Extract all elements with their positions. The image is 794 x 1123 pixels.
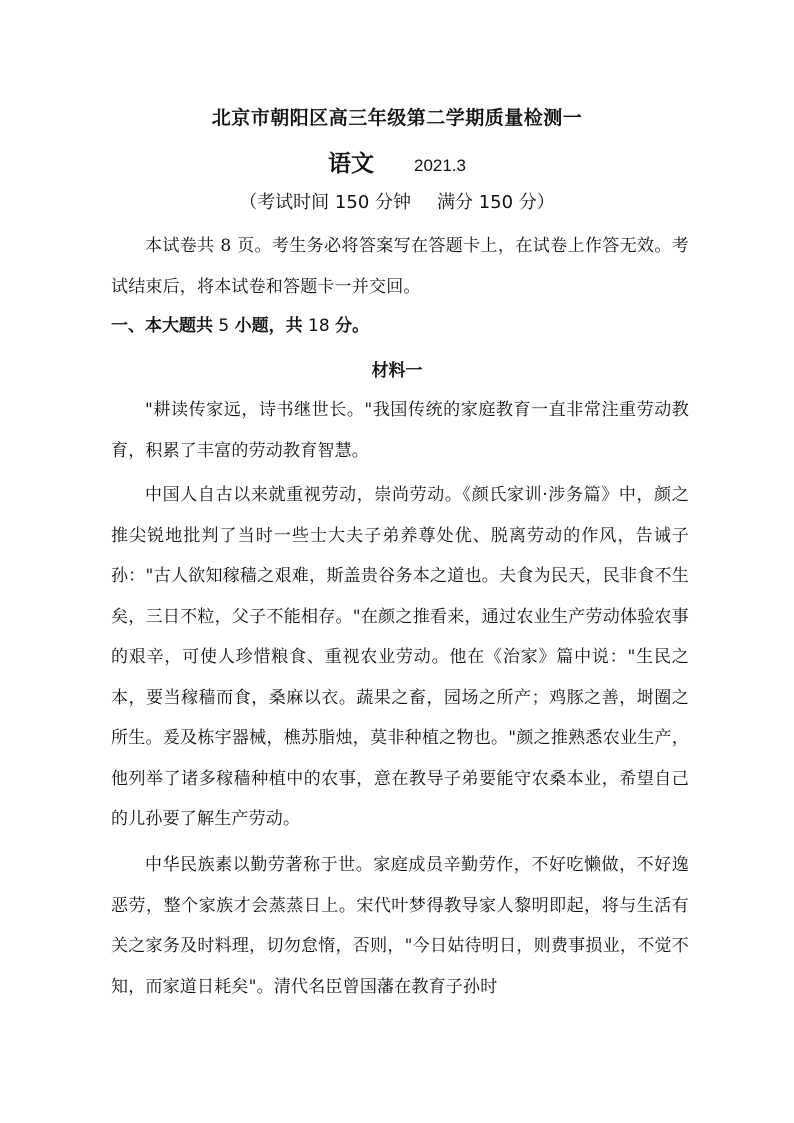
material-paragraph-2 [111, 475, 689, 840]
paragraph-text: "耕读传家远，诗书继世长。"我国传统的家庭教育一直非常注重劳动教育，积累了丰富的劳动教育智慧。 [111, 400, 689, 461]
paragraph-text: 中国人自古以来就重视劳动，崇尚劳动。《颜氏家训·涉务篇》中，颜之推尖锐地批判了当时一些士大夫子弟养尊处优、脱离劳动的作风，告诫子孙："古人欲知稼穑之艰难，斯盖贵谷务本之道也。夫食为民天，民非食不生矣，三日不粒，父子不能相存。"在颜之推看来，通过农业生产劳动体验农事的艰辛，可使人珍惜粮食、重视农业劳动。他在《治家》篇中说："生民之本，要当稼穑而食，桑麻以衣。蔬果之畜，园场之所产；鸡豚之善，埘圈之所生。爰及栋宇器械，樵苏脂烛，莫非种植之物也。"颜之推熟悉农业生产，他列举了诸多稼穑种植中的农事，意在教导子弟要能守农桑本业，希望自己的儿孙要了解生产劳动。 [111, 485, 689, 829]
instructions [111, 226, 689, 307]
exam-info [0, 188, 794, 214]
material-paragraph-3 [111, 845, 689, 1007]
section-title-part3: 分。 [335, 316, 370, 336]
exam-time: （考试时间 150 分钟 [239, 192, 411, 213]
section-title-part2: 小题，共 [234, 316, 303, 336]
paragraph-text: 中华民族素以勤劳著称于世。家庭成员辛勤劳作，不好吃懒做，不好逸恶劳，整个家族才会蒸蒸日上。宋代叶梦得教导家人黎明即起，将与生活有关之家务及时料理，切勿怠惰，否则，"今日姑待明日，则费事损业，不觉不知，而家道日耗矣"。清代名臣曾国藩在教育子孙时 [111, 855, 689, 997]
section-number: 一、 [111, 316, 145, 336]
section-points: 18 [302, 316, 336, 336]
subject-line [0, 145, 794, 178]
section-question-count: 5 [213, 316, 235, 336]
full-score: 满分 150 分） [437, 192, 555, 213]
material-paragraph-1 [111, 390, 689, 471]
exam-date: 2021.3 [414, 156, 466, 175]
exam-title: 北京市朝阳区高三年级第二学期质量检测一 [211, 107, 583, 129]
material-title: 材料一 [371, 361, 423, 381]
subject-name: 语文 [328, 151, 374, 177]
section-heading [111, 314, 369, 338]
section-title-part1: 本大题共 [145, 316, 213, 336]
instructions-text: 本试卷共 8 页。考生务必将答案写在答题卡上，在试卷上作答无效。考试结束后，将本试卷和答题卡一并交回。 [111, 236, 689, 297]
